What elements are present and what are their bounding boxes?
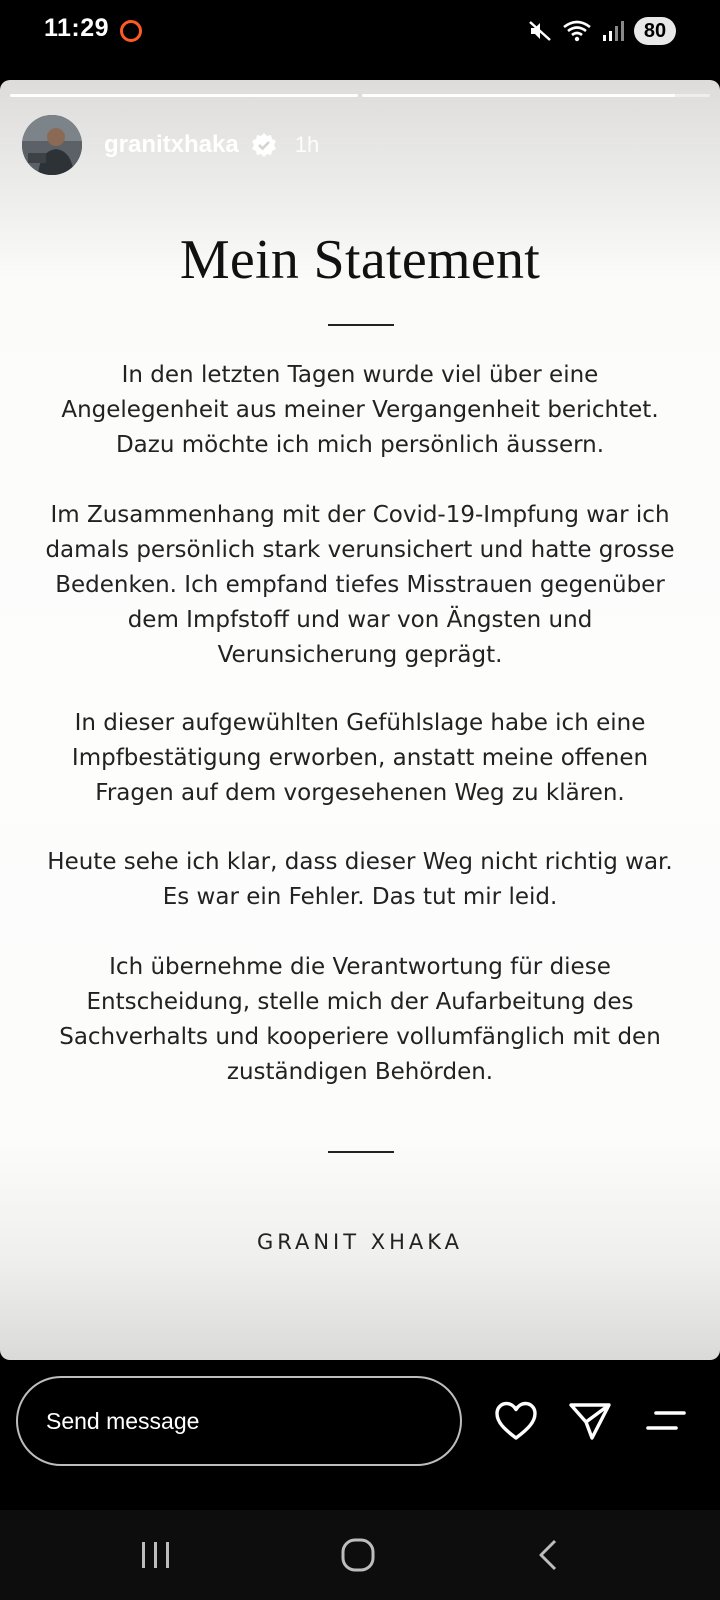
wifi-icon [562,19,592,43]
send-message-input[interactable]: Send message [16,1376,462,1466]
statement-paragraph: Im Zusammenhang mit der Covid-19-Impfung war ich damals persönlich stark verunsichert und hatte grosse Bedenken. Ich empfand tiefes Misstrauen gegenüber dem Impfstoff und war von Ängsten und Verunsicherung geprägt. [45,502,675,668]
back-icon [536,1538,560,1572]
system-nav-bar [0,1510,720,1600]
story-progress [10,94,710,97]
more-button[interactable] [642,1398,690,1444]
statement-title: Mein Statement [179,229,541,291]
heart-icon [494,1401,538,1441]
reply-bar [0,1360,720,1510]
statement-paragraph: In den letzten Tagen wurde viel über eine Angelegenheit aus meiner Vergangenheit berichtet. Dazu möchte ich mich persönlich äussern. [61,362,659,458]
progress-segment [362,94,710,97]
statement-paragraph: Heute sehe ich klar, dass dieser Weg nicht richtig war. Es war ein Fehler. Das tut mir leid. [47,849,673,910]
story-username[interactable]: granitxhaka [104,131,239,158]
story-time: 1h [294,132,320,157]
more-icon [646,1408,686,1434]
divider [328,1151,394,1153]
status-bar [0,0,720,62]
home-icon [340,1537,376,1573]
signal-icon [602,20,624,42]
verified-badge-icon [251,132,277,158]
home-button[interactable] [328,1530,388,1580]
like-button[interactable] [492,1398,540,1444]
statement-signature: GRANIT XHAKA [256,1230,464,1254]
statement-paragraph: Ich übernehme die Verantwortung für diese Entscheidung, stelle mich der Aufarbeitung des Sachverhalts und kooperiere vollumfänglich mit den zuständigen Behörden. [59,954,661,1085]
recent-apps-button[interactable] [126,1530,186,1580]
send-icon [568,1401,612,1441]
battery-icon: 80 [634,17,676,45]
story-card[interactable] [0,80,720,1360]
screen-record-icon [120,20,142,42]
share-button[interactable] [566,1398,614,1444]
status-time: 11:29 [44,14,110,42]
divider [328,324,394,326]
story-header [22,114,319,176]
avatar[interactable] [22,115,82,175]
status-icons [528,16,676,46]
back-button[interactable] [518,1530,578,1580]
mute-icon [528,19,552,43]
recent-apps-icon [139,1540,173,1570]
progress-segment [10,94,358,97]
statement-paragraph: In dieser aufgewühlten Gefühlslage habe ich eine Impfbestätigung erworben, anstatt meine offenen Fragen auf dem vorgesehenen Weg zu klären. [71,710,649,806]
